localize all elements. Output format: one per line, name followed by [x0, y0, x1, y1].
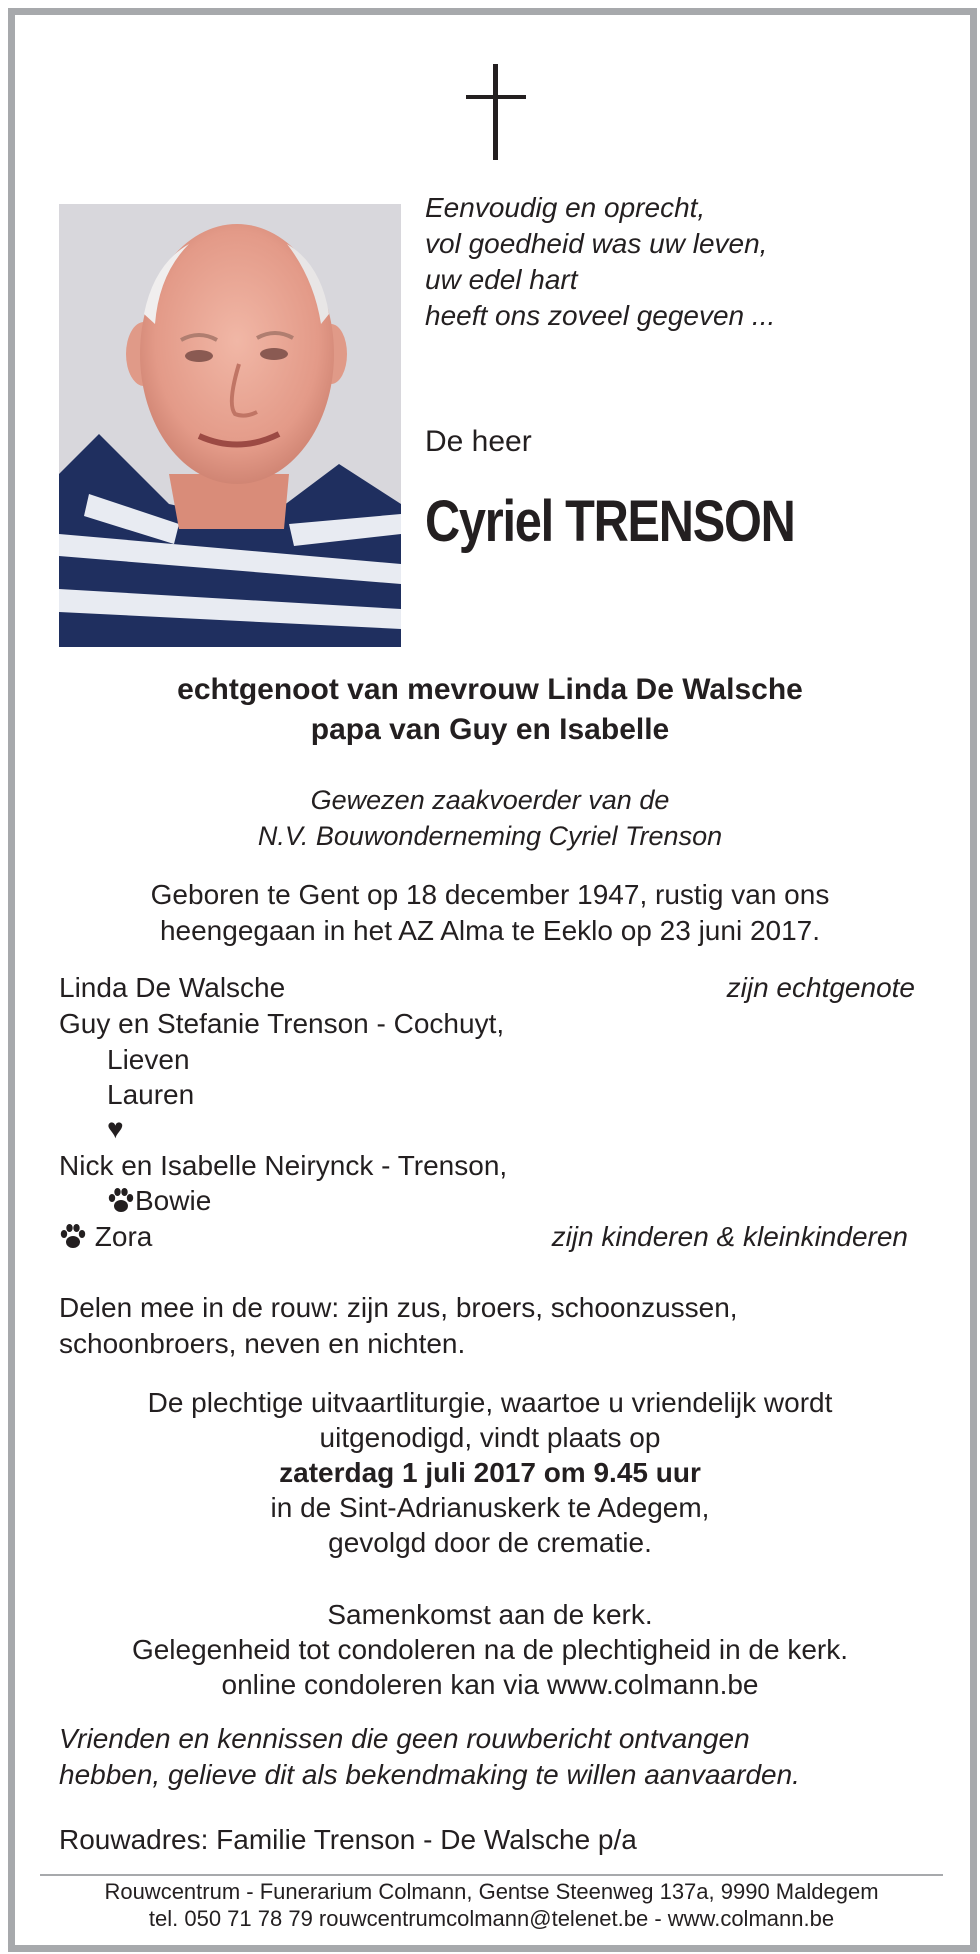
- family-grandchild: Lieven: [107, 1044, 190, 1075]
- relation-line: papa van Guy en Isabelle: [310, 713, 670, 746]
- funeral-date: zaterdag 1 juli 2017 om 9.45 uur: [279, 1457, 701, 1488]
- mourning-line: Delen mee in de rouw: zijn zus, broers, schoonzussen,: [59, 1292, 738, 1323]
- footer-line: Rouwcentrum - Funerarium Colmann, Gentse Steenweg 137a, 9990 Maldegem: [104, 1879, 879, 1904]
- pet-name: Zora: [94, 1221, 153, 1252]
- portrait-photo: [59, 204, 401, 647]
- funeral-line: gevolgd door de crematie.: [328, 1527, 652, 1558]
- funeral-line: De plechtige uitvaartliturgie, waartoe u vriendelijk wordt: [147, 1387, 833, 1418]
- mourning: [59, 1290, 738, 1362]
- family-child-1: Guy en Stefanie Trenson - Cochuyt,: [59, 1008, 505, 1039]
- family-pet: [107, 1185, 211, 1217]
- relations: [40, 670, 940, 750]
- relation-line: echtgenoot van mevrouw Linda De Walsche: [177, 673, 803, 706]
- career-line: Gewezen zaakvoerder van de: [310, 785, 670, 815]
- footer: [40, 1878, 943, 1932]
- gathering-line: Samenkomst aan de kerk.: [327, 1599, 653, 1630]
- paw-icon: [107, 1187, 135, 1213]
- birth-death-line: heengegaan in het AZ Alma te Eeklo op 23 juni 2017.: [159, 915, 821, 946]
- family-children-role: zijn kinderen & kleinkinderen: [551, 1221, 908, 1252]
- notice-line: Vrienden en kennissen die geen rouwbericht ontvangen: [59, 1723, 750, 1754]
- poem-line: Eenvoudig en oprecht,: [425, 192, 706, 223]
- family-spouse: Linda De Walsche: [59, 972, 286, 1003]
- notice-line: hebben, gelieve dit als bekendmaking te willen aanvaarden.: [59, 1759, 800, 1790]
- gathering-line: Gelegenheid tot condoleren na de plechtigheid in de kerk.: [131, 1634, 849, 1665]
- title-prefix: De heer: [425, 425, 532, 458]
- family-spouse-role: zijn echtgenote: [726, 972, 915, 1003]
- deceased-name: Cyriel TRENSON: [425, 489, 795, 554]
- birth-death-line: Geboren te Gent op 18 december 1947, rustig van ons: [150, 879, 830, 910]
- notice: [59, 1721, 800, 1793]
- mourning-address: Rouwadres: Familie Trenson - De Walsche p/a: [59, 1824, 637, 1855]
- divider: [40, 1874, 943, 1876]
- poem: [425, 190, 775, 334]
- poem-line: uw edel hart: [425, 264, 578, 295]
- heart-icon: ♥: [107, 1113, 124, 1144]
- career: [40, 782, 940, 854]
- funeral-line: in de Sint-Adrianuskerk te Adegem,: [270, 1492, 710, 1523]
- poem-line: vol goedheid was uw leven,: [425, 228, 768, 259]
- pet-name: Bowie: [135, 1185, 212, 1216]
- gathering: [40, 1597, 940, 1702]
- funeral-line: uitgenodigd, vindt plaats op: [319, 1422, 661, 1453]
- career-line: N.V. Bouwonderneming Cyriel Trenson: [257, 821, 723, 851]
- funeral: [40, 1385, 940, 1560]
- family-pet: [59, 1221, 152, 1253]
- family-child-2: Nick en Isabelle Neirynck - Trenson,: [59, 1150, 508, 1181]
- footer-line: tel. 050 71 78 79 rouwcentrumcolmann@telenet.be - www.colmann.be: [148, 1906, 835, 1931]
- mourning-line: schoonbroers, neven en nichten.: [59, 1328, 466, 1359]
- cross-icon: [466, 64, 526, 160]
- birth-death: [40, 877, 940, 949]
- gathering-line: online condoleren kan via www.colmann.be: [221, 1669, 759, 1700]
- paw-icon: [59, 1223, 87, 1249]
- poem-line: heeft ons zoveel gegeven ...: [425, 300, 776, 331]
- family-grandchild: Lauren: [107, 1079, 195, 1110]
